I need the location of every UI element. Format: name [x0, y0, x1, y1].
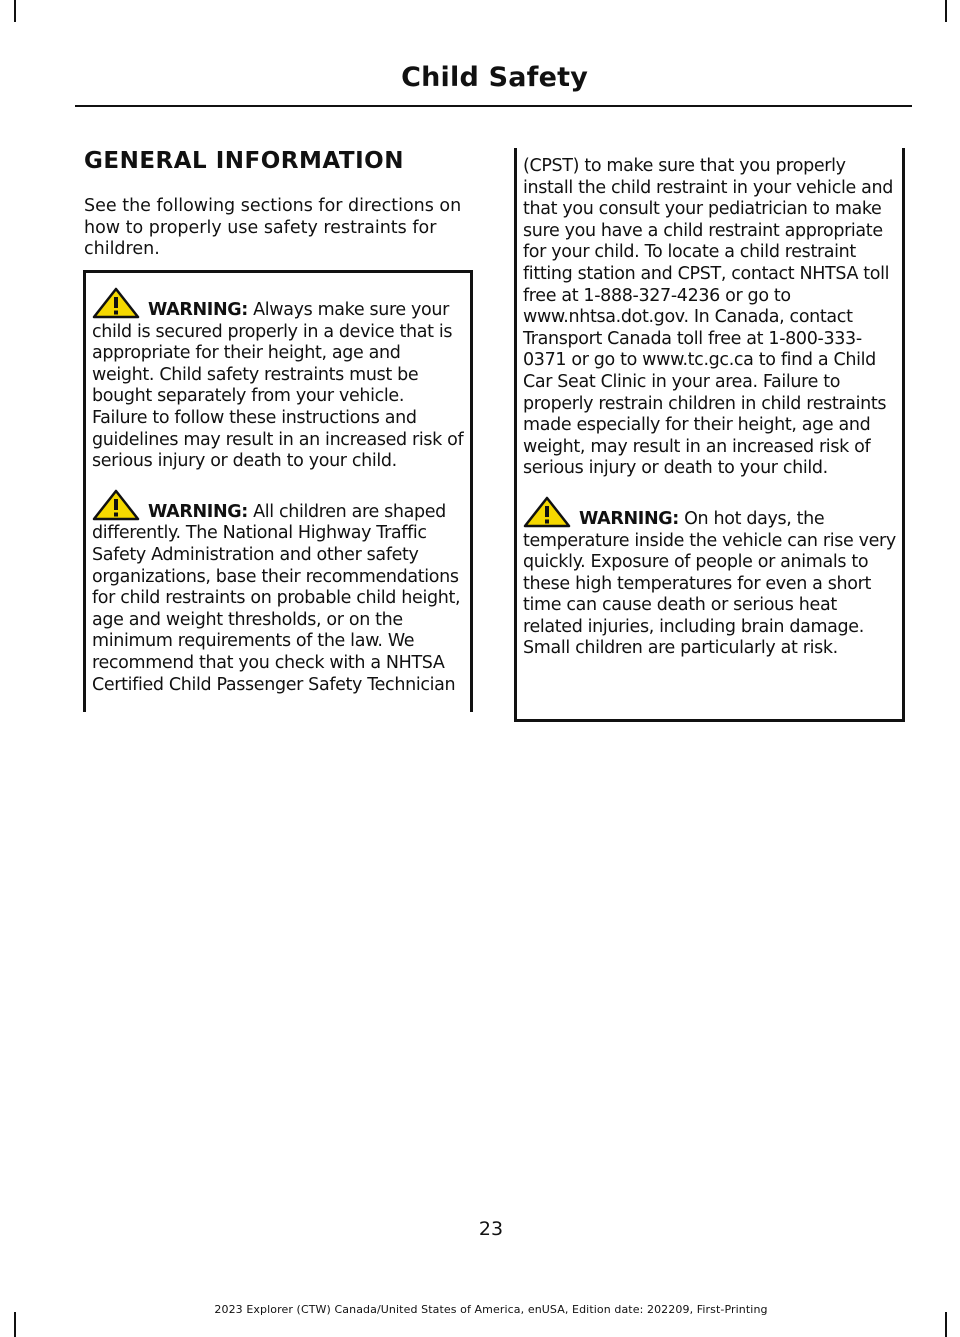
crop-mark-top-right: [945, 0, 947, 22]
warning-box-right-content: [523, 156, 896, 660]
warning-box-left: [83, 270, 473, 712]
warning-triangle-icon: [523, 496, 571, 528]
warning-box-left-content: [92, 287, 464, 696]
header-divider: [75, 105, 912, 107]
section-intro: See the following sections for directions on how to properly use safety restraints for children.: [84, 196, 462, 260]
warning-paragraph-1: [92, 287, 464, 473]
page-number: 23: [478, 1218, 504, 1240]
warning-paragraph-3: [523, 496, 896, 660]
warning-triangle-icon: [92, 287, 140, 319]
warning-paragraph-2: [92, 489, 464, 696]
warning-triangle-icon: [92, 489, 140, 521]
warning-label: WARNING:: [579, 508, 679, 529]
crop-mark-top-left: [14, 0, 16, 22]
warning-paragraph-2-continued: (CPST) to make sure that you properly install the child restraint in your vehicle and that you consult your pediatrician to make sure you have a child restraint appropriate for your child. To locate a child restraint fitting station and CPST, contact NHTSA toll free at 1-888-327-4236 or go to www.nhtsa.dot.gov. In Canada, contact Transport Canada toll free at 1-800-333-0371 or go to www.tc.gc.ca to find a Child Car Seat Clinic in your area. Failure to properly restrain children in child restraints made especially for their height, age and weight, may result in an increased risk of serious injury or death to your child.: [523, 156, 893, 479]
warning-text: On hot days, the temperature inside the vehicle can rise very quickly. Exposure of people or animals to these high temperatures for even a short time can cause death or serious heat related injuries, including brain damage. Small children are particularly at risk.: [523, 508, 896, 659]
warning-text: All children are shaped differently. The National Highway Traffic Safety Administration and other safety organizations, base their recommendations for child restraints on probable child height, age and weight thresholds, or on the minimum requirements of the law. We recommend that you check with a NHTSA Certified Child Passenger Safety Technician: [92, 501, 461, 695]
warning-label: WARNING:: [148, 501, 248, 522]
page-footer: 2023 Explorer (CTW) Canada/United States of America, enUSA, Edition date: 202209, First-Printing: [214, 1303, 768, 1316]
section-heading: GENERAL INFORMATION: [84, 148, 404, 174]
warning-label: WARNING:: [148, 300, 248, 320]
warning-text: Always make sure your child is secured properly in a device that is appropriate for their height, age and weight. Child safety restraints must be bought separately from your vehicle. Failure to follow these instructions and guidelines may result in an increased risk of serious injury or death to your child.: [92, 300, 464, 472]
page-header-title: Child Safety: [401, 62, 588, 93]
warning-box-right: [514, 148, 905, 722]
